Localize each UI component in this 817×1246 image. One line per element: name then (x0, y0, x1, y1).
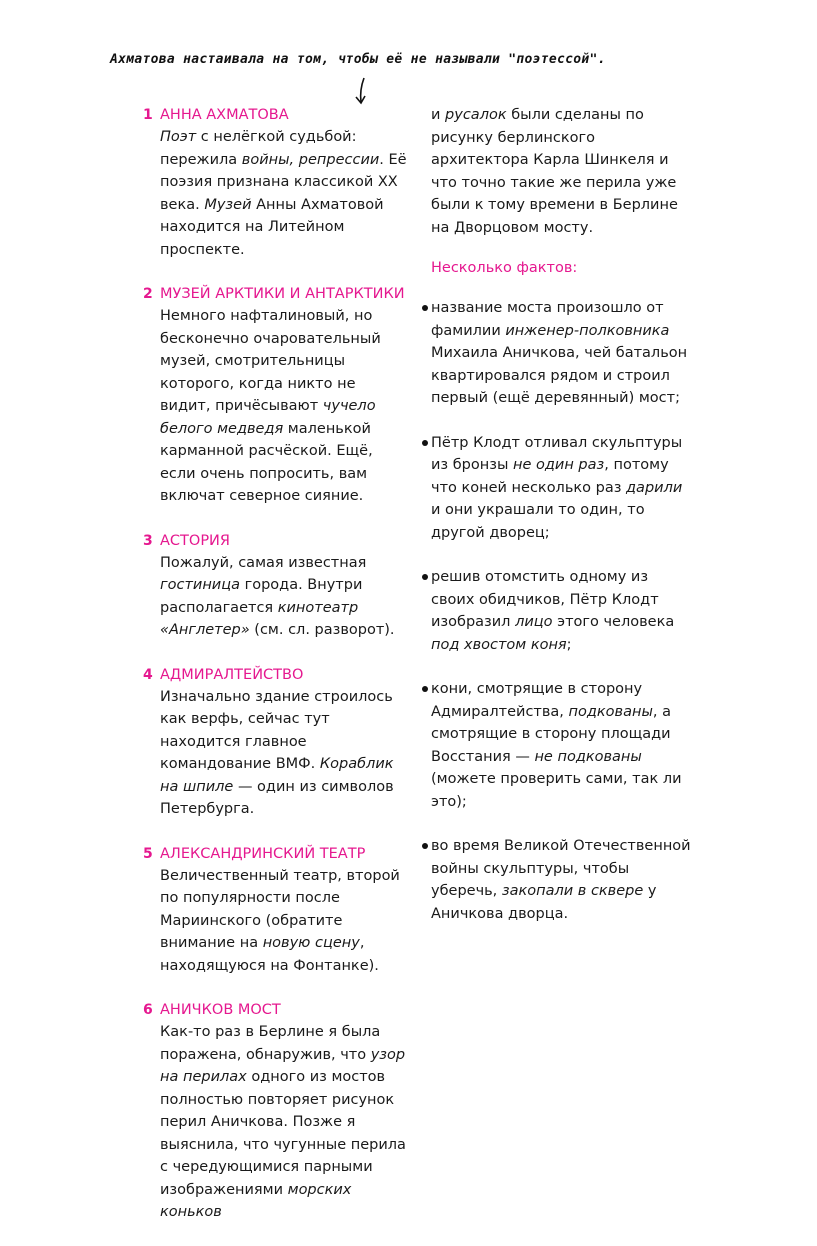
text-run: Пётр Клодт отливал скульптуры из бронзы (431, 434, 683, 473)
bullet-icon (422, 305, 428, 311)
entry-number: 3 (143, 532, 153, 549)
entry-text (160, 865, 408, 978)
fact-item (431, 835, 691, 925)
text-run: и они украшали то один, то другой дворец; (431, 502, 645, 541)
text-run: Пожалуй, самая известная (160, 554, 367, 571)
bullet-icon (422, 440, 428, 446)
emphasis-text: закопали в сквере (501, 883, 644, 899)
emphasis-text: морских коньков (160, 1181, 352, 1220)
entry-number: 1 (143, 107, 153, 123)
handwritten-note: Ахматова настаивала на том, чтобы её не называли "поэтессой". (110, 52, 606, 67)
text-run: Изначально здание строилось как верфь, сейчас тут находится главное командование ВМФ. (160, 688, 393, 772)
text-run: Михаила Аничкова, чей батальон квартировался рядом и строил первый (ещё деревянный) мост; (431, 345, 688, 406)
entry-title: МУЗЕЙ АРКТИКИ И АНТАРКТИКИ (160, 286, 405, 302)
entry-3 (143, 530, 408, 642)
emphasis-text: инженер-полковника (505, 322, 670, 339)
entry-title: АЛЕКСАНДРИНСКИЙ ТЕАТР (160, 845, 366, 862)
emphasis-text: чучело белого медведя (160, 398, 376, 437)
arrow-down-icon (352, 76, 372, 106)
text-run: (можете проверить сами, так ли это); (431, 771, 682, 810)
text-run: этого человека (552, 614, 675, 630)
fact-text (431, 297, 691, 410)
emphasis-text: под хвостом коня (431, 636, 567, 653)
right-column (431, 104, 691, 947)
text-run: во время Великой Отечественной войны скульптуры, чтобы уберечь, (431, 838, 691, 899)
text-run: решив отомстить одному из своих обидчиков, Пётр Клодт изобразил (431, 569, 659, 630)
fact-text (431, 835, 691, 925)
emphasis-text: лицо (515, 614, 553, 630)
text-run: у Аничкова дворца. (431, 883, 657, 922)
text-run: . Её поэзия признана классикой XX века. (160, 151, 407, 213)
left-column (143, 104, 408, 1246)
text-run: , потому что коней несколько раз (431, 457, 669, 496)
entry-text (160, 126, 408, 261)
entry-1 (143, 104, 408, 261)
entry-text (160, 305, 408, 508)
entry-title: АНИЧКОВ МОСТ (160, 1002, 281, 1018)
text-run: Немного нафталиновый, но бесконечно очаровательный музей, смотрительницы которого, когда никто не видит, причёсывают (160, 308, 381, 414)
entry-2 (143, 283, 408, 508)
text-run: одного из мостов полностью повторяет рисунок перил Аничкова. Позже я выяснила, что чугунные перила с чередующимися парными изображениями (160, 1069, 406, 1198)
emphasis-text: Кораблик на шпиле (160, 756, 394, 795)
entry-number: 5 (143, 845, 153, 862)
emphasis-text: узор на перилах (160, 1046, 406, 1085)
entry-number: 4 (143, 666, 153, 683)
text-run: (см. сл. разворот). (249, 622, 395, 638)
entry-number: 6 (143, 1002, 153, 1018)
entry-title: АДМИРАЛТЕЙСТВО (160, 666, 304, 683)
text-run: , а смотрящие в сторону площади Восстания — (431, 703, 672, 765)
bullet-icon (422, 843, 428, 849)
fact-text (431, 566, 691, 656)
entry-text (160, 1021, 408, 1224)
fact-item (431, 432, 691, 545)
entry-5 (143, 843, 408, 978)
entry-4 (143, 664, 408, 821)
emphasis-text: подкованы (568, 703, 653, 720)
entry-title: АСТОРИЯ (160, 532, 230, 549)
emphasis-text: кинотеатр «Англетер» (160, 599, 359, 638)
emphasis-text: не один раз (513, 457, 605, 473)
entry-6 (143, 999, 408, 1224)
bullet-icon (422, 686, 428, 692)
text-run: , находящуюся на Фонтанке). (160, 935, 379, 974)
bullet-icon (422, 574, 428, 580)
emphasis-text: Музей (204, 196, 252, 213)
emphasis-text: дарили (626, 479, 683, 496)
text-run: Как-то раз в Берлине я была поражена, обнаружив, что (160, 1024, 381, 1063)
text-run: название моста произошло от фамилии (431, 300, 664, 339)
emphasis-text: войны, репрессии (241, 151, 380, 168)
text-run: города. Внутри располагается (160, 577, 363, 616)
text-run: Анны Ахматовой находится на Литейном проспекте. (160, 196, 384, 258)
text-run: были сделаны по рисунку берлинского архитектора Карла Шинкеля и что точно такие же перила уже были к тому времени в Берлине на Дворцовом мосту. (431, 107, 678, 236)
emphasis-text: гостиница (160, 577, 240, 593)
fact-text (431, 678, 691, 813)
emphasis-text: не подкованы (534, 748, 642, 765)
continued-text (431, 104, 691, 239)
entry-text (160, 552, 408, 642)
text-run: кони, смотрящие в сторону Адмиралтейства, (431, 681, 643, 720)
fact-item (431, 566, 691, 656)
text-run: маленькой карманной расчёской. Ещё, если очень попросить, вам включат северное сияние. (160, 420, 373, 504)
fact-text (431, 432, 691, 545)
facts-title: Несколько фактов: (431, 260, 578, 276)
text-run: — один из символов Петербурга. (160, 778, 394, 817)
entry-title: АННА АХМАТОВА (160, 107, 289, 123)
text-run: с нелёгкой судьбой: пережила (160, 129, 357, 168)
emphasis-text: русалок (445, 107, 507, 123)
text-run: и (431, 107, 446, 123)
fact-item (431, 678, 691, 813)
entry-text (160, 686, 408, 821)
emphasis-text: новую сцену (262, 935, 360, 951)
text-run: Величественный театр, второй по популярности после Мариинского (обратите внимание на (160, 867, 400, 951)
emphasis-text: Поэт (160, 129, 197, 145)
entry-number: 2 (143, 286, 153, 302)
fact-item (431, 297, 691, 410)
text-run: ; (566, 636, 572, 653)
